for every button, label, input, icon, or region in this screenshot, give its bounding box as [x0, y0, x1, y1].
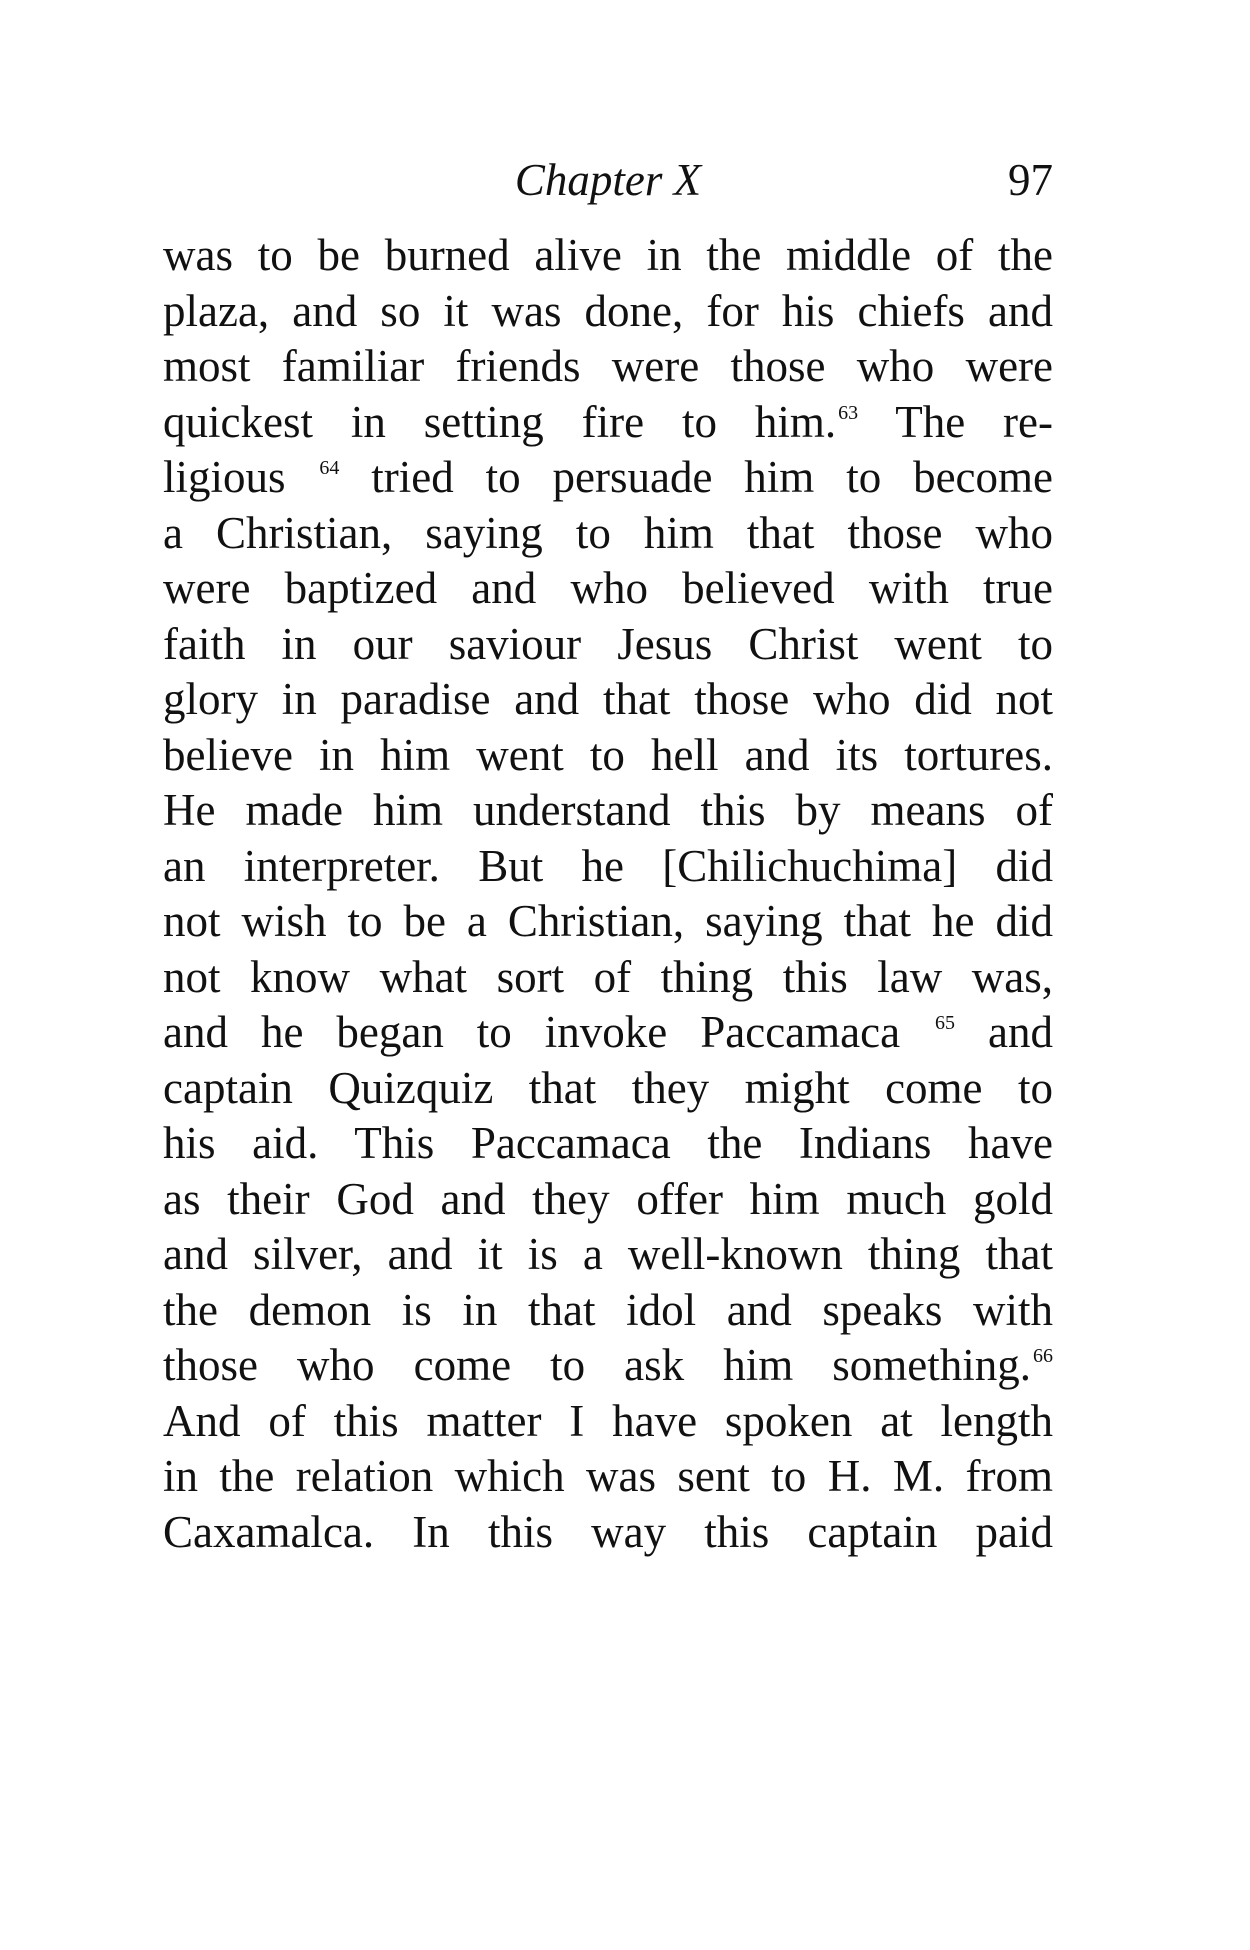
running-head — [163, 150, 1053, 210]
text-line: as their God and they offer him much gold — [163, 1173, 1053, 1224]
text-line: plaza, and so it was done, for his chiefs and — [163, 285, 1053, 336]
text-line: And of this matter I have spoken at length — [163, 1395, 1053, 1446]
footnote-ref: 63 — [838, 401, 859, 424]
text-line: Caxamalca. In this way this captain paid — [163, 1506, 1053, 1557]
text-line: in the relation which was sent to H. M. from — [163, 1451, 1053, 1501]
text-line: the demon is in that idol and speaks with — [163, 1284, 1053, 1335]
text-line: glory in paradise and that those who did not — [163, 674, 1053, 724]
text-line: and he began to invoke Paccamaca $^{65}$ and — [163, 1007, 1053, 1057]
text-line: most familiar friends were those who were — [163, 341, 1053, 391]
text-line: and silver, and it is a well-known thing that — [163, 1229, 1053, 1279]
text-line: not know what sort of thing this law was, — [163, 951, 1053, 1002]
text-line: quickest in setting fire to him. $^{63}$ The re- — [163, 396, 1053, 447]
text-line: He made him understand this by means of — [163, 785, 1053, 835]
text-line: an interpreter. But he [Chilichuchima] did — [163, 840, 1053, 891]
text-line: his aid. This Paccamaca the Indians have — [163, 1118, 1053, 1168]
text-line: was to be burned alive in the middle of the — [163, 230, 1053, 280]
footnote-ref: 65 — [935, 1012, 956, 1034]
text-line: a Christian, saying to him that those who — [163, 507, 1053, 558]
text-line: were baptized and who believed with true — [163, 563, 1053, 613]
text-line: those who come to ask him something. $^{66}$ — [163, 1340, 1053, 1390]
text-line: ligious $^{64}$ tried to persuade him to become — [163, 452, 1053, 502]
page-number: 97 — [1008, 155, 1053, 205]
body-text — [163, 228, 1053, 1560]
chapter-title: Chapter X — [514, 155, 702, 205]
footnote-ref: 66 — [1033, 1345, 1053, 1367]
text-line: faith in our saviour Jesus Christ went to — [163, 618, 1053, 669]
text-line: not wish to be a Christian, saying that he did — [163, 896, 1053, 946]
text-line: captain Quizquiz that they might come to — [163, 1062, 1053, 1113]
text-line: believe in him went to hell and its tortures. — [163, 729, 1053, 780]
footnote-ref: 64 — [319, 457, 340, 479]
